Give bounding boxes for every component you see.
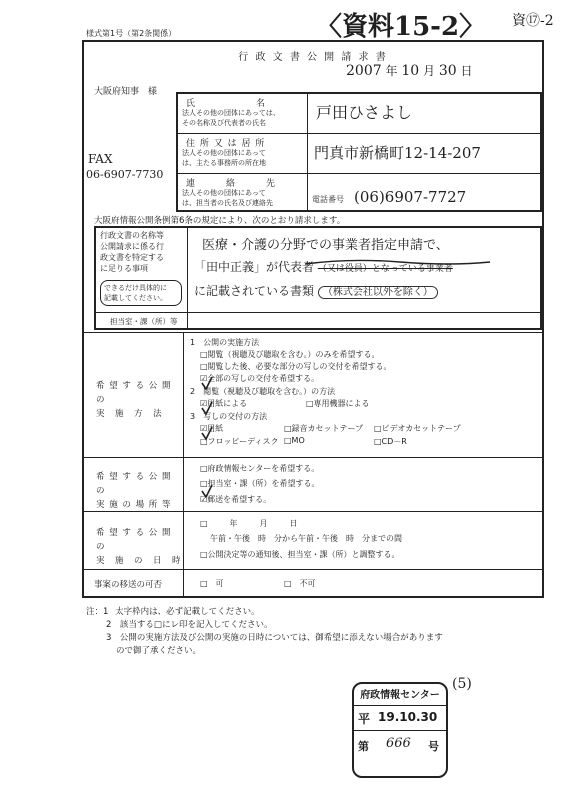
document-name-hint-line-1: できるだけ具体的に bbox=[104, 284, 167, 292]
copy-option-floppy[interactable]: □フロッピーディスク bbox=[200, 437, 279, 446]
copy-option-video[interactable]: □ビデオカセットテープ bbox=[374, 424, 461, 433]
copy-option-paper[interactable]: ☑用紙 bbox=[200, 424, 224, 433]
phone-number: (06)6907-7727 bbox=[354, 188, 467, 206]
contact-note-line-2: は、担当者の氏名及び連絡先 bbox=[182, 199, 273, 207]
document-name-label-line-4: に足りる事項 bbox=[100, 264, 148, 273]
method-label-line-2: 実 施 方 法 bbox=[96, 409, 163, 419]
name-value-cell[interactable] bbox=[308, 94, 540, 134]
copy-option-cassette[interactable]: □録音カセットテープ bbox=[284, 424, 364, 433]
fax-label: FAX bbox=[88, 152, 113, 166]
transfer-label: 事案の移送の可否 bbox=[94, 580, 163, 590]
document-name-line-2-main: 「田中正義」が代表者 bbox=[194, 260, 315, 274]
department-label: 担当室・課（所）等 bbox=[110, 317, 178, 326]
document-name-line-2 bbox=[194, 258, 453, 275]
address-note-line-2: は、主たる事務所の所在地 bbox=[182, 159, 266, 167]
method-option-view-then-copy[interactable]: □閲覧した後、必要な部分の写しの交付を希望する。 bbox=[200, 362, 392, 371]
document-name-line-3-main: に記載されている書類 bbox=[194, 284, 315, 298]
request-form bbox=[82, 40, 544, 598]
place-label bbox=[96, 470, 183, 512]
note-line-1 bbox=[86, 606, 443, 619]
date-year-unit: 年 bbox=[385, 64, 398, 78]
reception-stamp bbox=[352, 682, 448, 778]
name-label: 氏 名 bbox=[186, 99, 267, 109]
form-title: 行 政 文 書 公 開 請 求 書 bbox=[238, 52, 388, 63]
view-option-device[interactable]: □専用機器による bbox=[306, 399, 370, 408]
copy-option-mo[interactable]: □MO bbox=[284, 436, 305, 445]
fax-number: 06-6907-7730 bbox=[86, 168, 164, 181]
name-note-line-1: 法人その他の団体にあっては、 bbox=[182, 109, 280, 117]
document-name-line-1: 医療・介護の分野での事業者指定申請で、 bbox=[202, 238, 449, 253]
place-label-line-2: 実 施 の 場 所 等 bbox=[96, 500, 172, 510]
document-name-hint-line-2: 記載してください。 bbox=[104, 294, 167, 302]
name-note bbox=[182, 108, 280, 128]
transfer-section bbox=[84, 570, 542, 596]
contact-value-cell[interactable] bbox=[308, 174, 540, 212]
view-option-paper[interactable]: ☑用紙による bbox=[200, 399, 248, 408]
name-note-line-2: その名称及び代表者の氏名 bbox=[182, 119, 266, 127]
document-name-label-line-2: 公開請求に係る行 bbox=[100, 242, 164, 251]
note-1: 太字枠内は、必ず記載してください。 bbox=[115, 607, 260, 617]
method-heading-1: 1 公開の実施方法 bbox=[190, 338, 260, 347]
document-reference: 〈資料15-2〉 bbox=[316, 12, 486, 42]
phone-label: 電話番号 bbox=[312, 195, 344, 204]
place-label-line-1: 希 望 す る 公 開 の bbox=[96, 472, 172, 496]
request-basis: 大阪府情報公開条例第6条の規定により、次のとおり請求します。 bbox=[94, 216, 346, 226]
address-note-line-1: 法人その他の団体にあって bbox=[182, 149, 266, 157]
note-3b: ので御了承ください。 bbox=[116, 646, 202, 656]
corner-reference: 資⑰-2 bbox=[512, 13, 554, 29]
document-name-value-cell[interactable] bbox=[188, 228, 540, 312]
transfer-option-yes[interactable]: □ 可 bbox=[200, 579, 224, 588]
note-3a: 3 公開の実施方法及び公開の実施の日時については、御希望に添えない場合があります bbox=[106, 633, 443, 643]
address-value-cell[interactable] bbox=[308, 134, 540, 174]
stamp-number-prefix: 第 bbox=[358, 740, 369, 753]
stamp-number-suffix: 号 bbox=[428, 740, 439, 753]
address-note bbox=[182, 148, 266, 168]
note-head: 注：1 bbox=[86, 607, 109, 617]
stamp-divider bbox=[354, 730, 446, 731]
applicant-name: 戸田ひさよし bbox=[316, 103, 413, 122]
form-number: 様式第1号（第2条関係） bbox=[86, 29, 177, 38]
method-label bbox=[96, 379, 183, 421]
document-name-hint bbox=[100, 280, 182, 306]
place-section bbox=[84, 458, 542, 512]
datetime-specific-date[interactable]: □ 年 月 日 bbox=[200, 519, 300, 528]
page-mark: (5) bbox=[452, 676, 472, 692]
method-heading-2: 2 閲覧（視聴及び聴取を含む。）の方法 bbox=[190, 387, 336, 396]
stamp-era: 平 bbox=[358, 712, 371, 726]
document-name-line-2-struck: （又は役員）となっている事業者 bbox=[317, 264, 453, 274]
copy-option-cdr[interactable]: □CD－R bbox=[374, 437, 407, 446]
address-label-cell bbox=[178, 134, 308, 174]
transfer-label-cell bbox=[84, 570, 184, 596]
notes bbox=[86, 606, 443, 658]
addressee: 大阪府知事 様 bbox=[94, 87, 158, 97]
date-month: 10 bbox=[401, 63, 420, 79]
document-name-box bbox=[94, 226, 542, 330]
datetime-time-range: 午前・午後 時 分から午前・午後 時 分までの間 bbox=[210, 534, 402, 543]
date-day-unit: 日 bbox=[460, 64, 473, 78]
place-label-cell bbox=[84, 458, 184, 511]
place-option-center[interactable]: □府政情報センターを希望する。 bbox=[200, 464, 320, 473]
method-heading-3: 3 写しの交付の方法 bbox=[190, 412, 268, 421]
stamp-date: 19.10.30 bbox=[378, 710, 438, 724]
transfer-option-no[interactable]: □ 不可 bbox=[284, 579, 316, 588]
method-section bbox=[84, 332, 542, 458]
method-label-line-1: 希 望 す る 公 開 の bbox=[96, 381, 172, 405]
place-option-mail[interactable]: ☑郵送を希望する。 bbox=[200, 495, 272, 504]
note-2: 2 該当する□にレ印を記入してください。 bbox=[106, 620, 273, 630]
contact-note bbox=[182, 188, 273, 208]
document-name-label-line-3: 政文書を特定する bbox=[100, 253, 164, 262]
method-label-cell bbox=[84, 333, 184, 457]
applicant-box bbox=[176, 92, 542, 212]
document-name-line-3 bbox=[194, 282, 438, 299]
stamp-office: 府政情報センター bbox=[354, 686, 446, 706]
method-option-full-copy[interactable]: ☑全部の写しの交付を希望する。 bbox=[200, 374, 320, 383]
document-name-line-3-note: （株式会社以外を除く） bbox=[318, 286, 438, 299]
document-name-label-line-1: 行政文書の名称等 bbox=[100, 231, 164, 240]
date-day: 30 bbox=[438, 63, 457, 79]
department-row bbox=[96, 312, 540, 328]
date-month-unit: 月 bbox=[422, 64, 435, 78]
datetime-label-line-2: 実 施 の 日 時 bbox=[96, 556, 182, 566]
name-label-cell bbox=[178, 94, 308, 134]
datetime-label bbox=[96, 526, 183, 568]
contact-note-line-1: 法人その他の団体にあって bbox=[182, 189, 266, 197]
date-year: 2007 bbox=[346, 63, 382, 79]
address-label: 住 所 又 は 居 所 bbox=[186, 139, 266, 149]
request-date bbox=[346, 62, 472, 79]
applicant-address: 門真市新橋町12-14-207 bbox=[314, 144, 481, 162]
place-option-department[interactable]: □担当室・課（所）を希望する。 bbox=[200, 479, 320, 488]
stamp-number: 666 bbox=[386, 736, 411, 751]
datetime-section bbox=[84, 512, 542, 570]
datetime-option-adjust[interactable]: □公開決定等の通知後、担当室・課（所）と調整する。 bbox=[200, 550, 400, 559]
document-name-label bbox=[100, 230, 164, 274]
department-label-cell bbox=[96, 313, 188, 329]
document-name-label-cell bbox=[96, 228, 188, 312]
method-option-view-only[interactable]: □閲覧（視聴及び聴取を含む。）のみを希望する。 bbox=[200, 350, 380, 359]
contact-label-cell bbox=[178, 174, 308, 212]
datetime-label-line-1: 希 望 す る 公 開 の bbox=[96, 528, 172, 552]
contact-label: 連 絡 先 bbox=[186, 179, 277, 189]
datetime-label-cell bbox=[84, 512, 184, 569]
